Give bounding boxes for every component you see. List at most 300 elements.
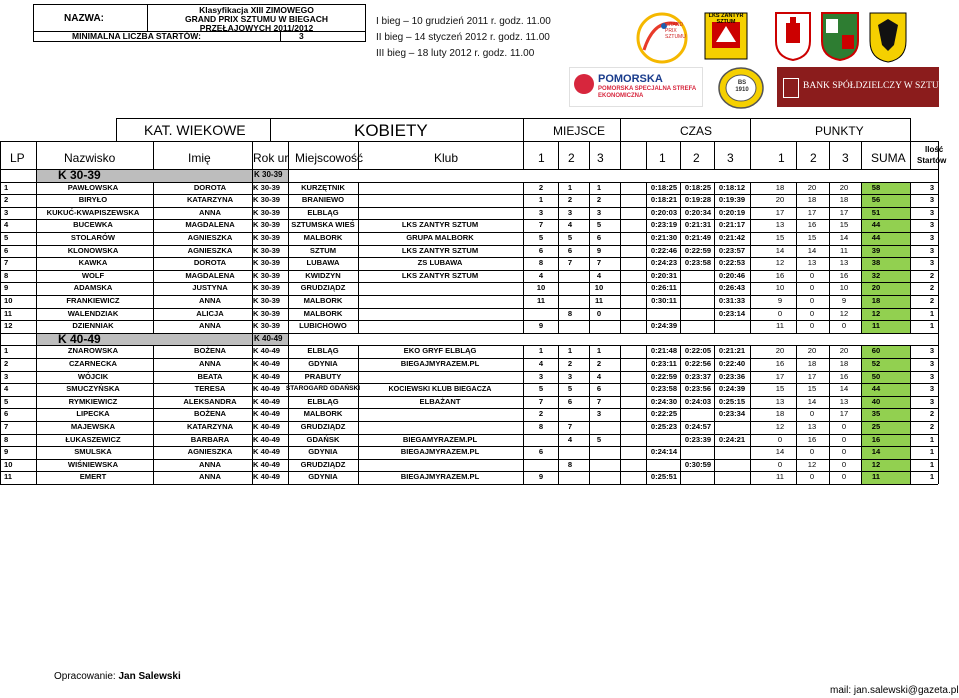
col-divider: [36, 295, 37, 308]
cell-points-1: 13: [775, 220, 785, 230]
col-divider: [861, 245, 862, 258]
col-divider: [910, 471, 911, 484]
col-divider: [358, 371, 359, 384]
col-divider: [646, 207, 647, 220]
col-divider: [861, 257, 862, 270]
col-divider: [750, 270, 751, 283]
col-divider: [288, 446, 289, 459]
cell-surname: DZIENNIAK: [72, 321, 114, 331]
cell-points-2: 0: [809, 283, 815, 293]
cell-place-1: 8: [538, 258, 544, 268]
col-divider: [829, 207, 830, 220]
cell-points-1: 20: [775, 195, 785, 205]
col-rok: Rok ur: [253, 151, 289, 165]
col-divider: [0, 182, 1, 195]
row-line: [0, 219, 938, 220]
cell-age-cat: K 30-39: [253, 321, 281, 331]
col-divider: [910, 446, 911, 459]
row-line: [0, 207, 938, 208]
col-divider: [0, 207, 1, 220]
cell-starts: 3: [929, 371, 935, 381]
col-divider: [358, 446, 359, 459]
category-top-line: [0, 333, 938, 334]
cell-time-1: 0:22:46: [650, 245, 678, 255]
cell-first-name: ANNA: [199, 207, 221, 217]
col-divider: [680, 308, 681, 321]
cell-place-1: 4: [538, 270, 544, 280]
col-divider: [288, 383, 289, 396]
cell-points-2: 17: [807, 207, 817, 217]
col-divider: [558, 421, 559, 434]
col-divider: [796, 207, 797, 220]
col-divider: [861, 421, 862, 434]
cell-place-2: 1: [567, 346, 573, 356]
cell-points-3: 16: [839, 371, 849, 381]
cell-time-1: 0:30:11: [651, 296, 677, 305]
col-divider: [861, 459, 862, 472]
cell-starts: 3: [929, 195, 935, 205]
grand-prix-logo-text: GRAND PRIX SZTUMU: [665, 22, 686, 40]
cell-sum: 58: [871, 182, 881, 192]
col-divider: [938, 358, 939, 371]
col-divider: [796, 446, 797, 459]
col-divider: [153, 345, 154, 358]
col-divider: [252, 320, 253, 333]
cell-points-2: 16: [807, 220, 817, 230]
col-divider: [829, 270, 830, 283]
cell-place-3: 10: [594, 283, 604, 293]
cell-club: KOCIEWSKI KLUB BIEGACZA: [388, 384, 492, 394]
cell-first-name: TERESA: [194, 384, 226, 394]
cell-town: BRANIEWO: [301, 195, 345, 205]
cell-sum: 52: [871, 359, 881, 368]
col-imie: Imię: [188, 151, 211, 165]
col-divider: [558, 471, 559, 484]
prepared-name: Jan Salewski: [118, 671, 181, 682]
cell-lp: 2: [4, 359, 9, 368]
col-divider: [288, 320, 289, 333]
row-line: [0, 245, 938, 246]
cell-town: LUBAWA: [306, 258, 340, 268]
col-divider: [861, 446, 862, 459]
table-row: [0, 270, 959, 283]
header-col-divider: [796, 141, 797, 169]
cell-points-3: 0: [841, 472, 847, 482]
col-divider: [938, 446, 939, 459]
cell-town: GDYNIA: [308, 359, 338, 368]
row-line: [0, 383, 938, 384]
col-divider: [0, 358, 1, 371]
col-suma: SUMA: [871, 151, 906, 165]
cell-place-2: 7: [567, 258, 573, 268]
col-divider: [620, 358, 621, 371]
col-divider: [680, 245, 681, 258]
cell-town: ELBLĄG: [307, 207, 339, 217]
col-divider: [620, 232, 621, 245]
cell-sum: 44: [871, 384, 881, 394]
cell-points-1: 10: [775, 283, 785, 293]
col-divider: [36, 408, 37, 421]
col-divider: [620, 182, 621, 195]
cell-place-3: 2: [596, 359, 602, 368]
col-divider: [750, 207, 751, 220]
cell-surname: CZARNECKA: [68, 359, 118, 368]
col-divider: [252, 245, 253, 258]
col-divider: [558, 257, 559, 270]
col-divider: [523, 471, 524, 484]
cell-town: GDYNIA: [308, 447, 338, 457]
col-divider: [829, 245, 830, 258]
category-label-small: K 40-49: [254, 333, 283, 343]
cell-surname: SMULSKA: [74, 447, 112, 457]
table-row: [0, 396, 959, 409]
col-divider: [938, 396, 939, 409]
col-punkty-2: 2: [810, 151, 817, 165]
cell-points-3: 0: [841, 422, 847, 431]
cell-points-1: 9: [777, 296, 783, 305]
col-divider: [796, 434, 797, 447]
cell-points-1: 16: [775, 270, 785, 280]
col-divider: [153, 459, 154, 472]
col-lp: LP: [10, 151, 25, 165]
county-crest-logo: [820, 11, 860, 61]
sum-cell-bg: [861, 471, 910, 484]
cell-age-cat: K 40-49: [253, 371, 281, 381]
col-divider: [252, 434, 253, 447]
prepared-by: [54, 671, 181, 682]
col-divider: [714, 219, 715, 232]
cell-place-1: 11: [536, 296, 546, 305]
col-divider: [861, 308, 862, 321]
header-col-divider: [646, 141, 647, 169]
cell-age-cat: K 30-39: [253, 296, 281, 305]
table-row: [0, 257, 959, 270]
category-label-small: K 30-39: [254, 170, 283, 179]
sum-cell-bg: [861, 459, 910, 472]
col-divider: [153, 232, 154, 245]
col-divider: [796, 396, 797, 409]
cell-starts: 3: [929, 258, 935, 268]
col-divider: [558, 308, 559, 321]
cell-town: MALBORK: [303, 409, 343, 419]
col-divider: [558, 459, 559, 472]
col-miejsce-2: 2: [568, 151, 575, 165]
col-divider: [750, 182, 751, 195]
sum-cell-bg: [861, 207, 910, 220]
cell-starts: 2: [929, 422, 935, 431]
col-divider: [910, 408, 911, 421]
col-divider: [620, 219, 621, 232]
lks-zantyr-logo-text: LKS ZANTYR SZTUM: [708, 13, 744, 25]
cell-first-name: ANNA: [199, 459, 221, 469]
table-row: [0, 408, 959, 421]
col-divider: [620, 257, 621, 270]
col-divider: [829, 320, 830, 333]
cell-place-3: 7: [596, 396, 602, 406]
col-divider: [646, 257, 647, 270]
category-label: K 30-39: [58, 168, 101, 182]
col-divider: [358, 194, 359, 207]
cell-points-1: 12: [775, 422, 785, 431]
col-divider: [252, 459, 253, 472]
row-line: [0, 371, 938, 372]
cell-sum: 25: [871, 422, 881, 431]
cell-place-2: 6: [567, 396, 573, 406]
col-divider: [358, 219, 359, 232]
col-divider: [153, 308, 154, 321]
header-col-divider: [620, 141, 621, 169]
cell-time-2: 0:21:49: [684, 233, 712, 242]
cell-town: GDAŃSK: [306, 434, 340, 444]
cell-surname: KAWKA: [78, 258, 108, 268]
cell-first-name: DOROTA: [193, 258, 227, 268]
row-line: [0, 408, 938, 409]
sum-cell-bg: [861, 219, 910, 232]
header-col-divider: [0, 141, 1, 169]
col-divider: [36, 371, 37, 384]
cell-time-3: 0:23:14: [718, 308, 746, 318]
cell-club: LKS ZANTYR SZTUM: [401, 245, 479, 255]
cell-first-name: KATARZYNA: [186, 195, 234, 205]
cell-place-3: 11: [594, 296, 604, 305]
col-divider: [680, 320, 681, 333]
run-2-date: II bieg – 14 styczeń 2012 r. godz. 11.00: [376, 32, 550, 43]
cell-points-1: 15: [775, 233, 785, 242]
table-row: [0, 434, 959, 447]
col-divider: [680, 282, 681, 295]
col-divider: [288, 295, 289, 308]
cell-lp: 3: [4, 207, 9, 217]
col-divider: [861, 408, 862, 421]
cell-time-1: 0:23:11: [651, 359, 677, 368]
col-divider: [680, 421, 681, 434]
col-divider: [910, 257, 911, 270]
cell-time-3: 0:26:43: [718, 283, 746, 293]
col-divider: [646, 459, 647, 472]
sum-cell-bg: [861, 282, 910, 295]
cell-first-name: ANNA: [199, 472, 221, 482]
col-divider: [910, 383, 911, 396]
bank-logo-text: BANK SPÓŁDZIELCZY W SZTUMIE: [803, 81, 957, 91]
col-divider: [750, 396, 751, 409]
col-divider: [523, 245, 524, 258]
col-divider: [620, 194, 621, 207]
cell-points-3: 0: [841, 434, 847, 444]
col-divider: [36, 320, 37, 333]
cell-time-1: 0:25:23: [650, 422, 678, 431]
cell-first-name: BARBARA: [190, 434, 230, 444]
col-divider: [252, 345, 253, 358]
cell-town: GRUDZIĄDZ: [300, 459, 346, 469]
cell-points-3: 15: [839, 220, 849, 230]
cell-sum: 12: [871, 308, 881, 318]
col-divider: [796, 295, 797, 308]
col-divider: [0, 383, 1, 396]
col-divider: [646, 396, 647, 409]
col-divider: [358, 257, 359, 270]
cell-place-1: 9: [538, 321, 544, 331]
col-divider: [646, 434, 647, 447]
col-divider: [714, 320, 715, 333]
cell-sum: 32: [871, 270, 881, 280]
cell-surname: FRANKIEWICZ: [66, 296, 120, 305]
col-divider: [646, 194, 647, 207]
cell-starts: 1: [929, 321, 935, 331]
cell-points-2: 13: [807, 422, 817, 431]
table-row: [0, 308, 959, 321]
col-divider: [796, 421, 797, 434]
col-divider: [646, 182, 647, 195]
cell-lp: 6: [4, 245, 9, 255]
header-col-divider: [861, 141, 862, 169]
col-divider: [153, 408, 154, 421]
cell-first-name: ANNA: [199, 359, 221, 368]
col-divider: [288, 194, 289, 207]
col-divider: [796, 270, 797, 283]
cell-surname: BIRYŁO: [78, 195, 108, 205]
cell-starts: 2: [929, 296, 935, 305]
cell-place-3: 6: [596, 233, 602, 242]
col-divider: [558, 295, 559, 308]
category-divider: [938, 169, 939, 182]
cell-points-3: 0: [841, 459, 847, 469]
cell-time-3: 0:18:12: [718, 182, 746, 192]
col-divider: [252, 232, 253, 245]
header-col-divider: [558, 141, 559, 169]
col-divider: [252, 408, 253, 421]
col-divider: [36, 358, 37, 371]
col-divider: [523, 358, 524, 371]
col-divider: [680, 207, 681, 220]
col-divider: [153, 207, 154, 220]
col-divider: [558, 320, 559, 333]
col-divider: [620, 408, 621, 421]
cell-town: MALBORK: [303, 233, 343, 242]
cell-place-3: 4: [596, 371, 602, 381]
title-line-1: Klasyfikacja XIII ZIMOWEGO: [199, 5, 314, 15]
cell-points-2: 14: [807, 396, 817, 406]
col-divider: [829, 308, 830, 321]
sum-cell-bg: [861, 446, 910, 459]
cell-time-1: 0:18:25: [650, 182, 678, 192]
col-divider: [646, 308, 647, 321]
col-divider: [358, 459, 359, 472]
table-row: [0, 421, 959, 434]
col-divider: [796, 182, 797, 195]
col-divider: [0, 446, 1, 459]
col-divider: [589, 358, 590, 371]
col-divider: [620, 282, 621, 295]
col-divider: [558, 358, 559, 371]
cell-place-1: 10: [536, 283, 546, 293]
col-divider: [589, 219, 590, 232]
col-divider: [358, 270, 359, 283]
table-row: [0, 295, 959, 308]
col-divider: [288, 396, 289, 409]
cell-club: BIEGAJMYRAZEM.PL: [400, 359, 480, 368]
col-divider: [252, 308, 253, 321]
cell-time-3: 0:31:33: [718, 296, 746, 305]
cell-sum: 44: [871, 220, 881, 230]
col-divider: [796, 320, 797, 333]
cell-sum: 51: [871, 207, 881, 217]
cell-sum: 11: [871, 321, 881, 331]
cell-points-2: 0: [809, 409, 815, 419]
table-row: [0, 358, 959, 371]
cell-surname: WOLF: [81, 270, 105, 280]
col-divider: [252, 295, 253, 308]
cell-time-1: 0:21:30: [650, 233, 678, 242]
col-divider: [796, 459, 797, 472]
col-divider: [358, 396, 359, 409]
cell-age-cat: K 40-49: [253, 396, 281, 406]
col-divider: [252, 371, 253, 384]
cell-place-1: 3: [538, 371, 544, 381]
cell-points-2: 14: [807, 245, 817, 255]
cell-points-2: 12: [807, 459, 817, 469]
col-divider: [558, 383, 559, 396]
col-divider: [750, 257, 751, 270]
cell-sum: 50: [871, 371, 881, 381]
header-top-divider: [116, 118, 117, 141]
cell-starts: 2: [929, 409, 935, 419]
col-divider: [910, 358, 911, 371]
col-divider: [620, 446, 621, 459]
header-col-divider: [910, 141, 911, 169]
col-divider: [620, 396, 621, 409]
header-col-divider: [829, 141, 830, 169]
col-divider: [938, 207, 939, 220]
table-row: [0, 459, 959, 472]
cell-age-cat: K 40-49: [253, 422, 281, 431]
cell-place-3: 1: [596, 182, 602, 192]
cell-points-3: 17: [839, 409, 849, 419]
cell-first-name: BEATA: [197, 371, 223, 381]
cell-town: PRABUTY: [304, 371, 342, 381]
cell-starts: 3: [929, 220, 935, 230]
col-divider: [829, 358, 830, 371]
col-divider: [252, 396, 253, 409]
col-divider: [589, 194, 590, 207]
col-divider: [938, 232, 939, 245]
col-divider: [938, 408, 939, 421]
cell-time-3: 0:24:21: [718, 434, 746, 444]
col-divider: [36, 421, 37, 434]
cell-time-1: 0:24:14: [650, 447, 678, 457]
cell-lp: 3: [4, 371, 9, 381]
col-divider: [910, 282, 911, 295]
sum-cell-bg: [861, 345, 910, 358]
col-divider: [910, 245, 911, 258]
col-divider: [523, 232, 524, 245]
col-miejscowosc: Miejscowość: [295, 151, 364, 165]
col-divider: [589, 408, 590, 421]
col-divider: [938, 471, 939, 484]
col-divider: [0, 257, 1, 270]
cell-points-3: 17: [839, 207, 849, 217]
col-divider: [750, 320, 751, 333]
col-divider: [358, 182, 359, 195]
col-divider: [252, 282, 253, 295]
col-divider: [829, 421, 830, 434]
cell-sum: 60: [871, 346, 881, 356]
cell-points-1: 16: [775, 359, 785, 368]
cell-points-2: 17: [807, 371, 817, 381]
col-divider: [750, 434, 751, 447]
cell-age-cat: K 40-49: [253, 472, 281, 482]
table-row: [0, 383, 959, 396]
col-divider: [589, 270, 590, 283]
